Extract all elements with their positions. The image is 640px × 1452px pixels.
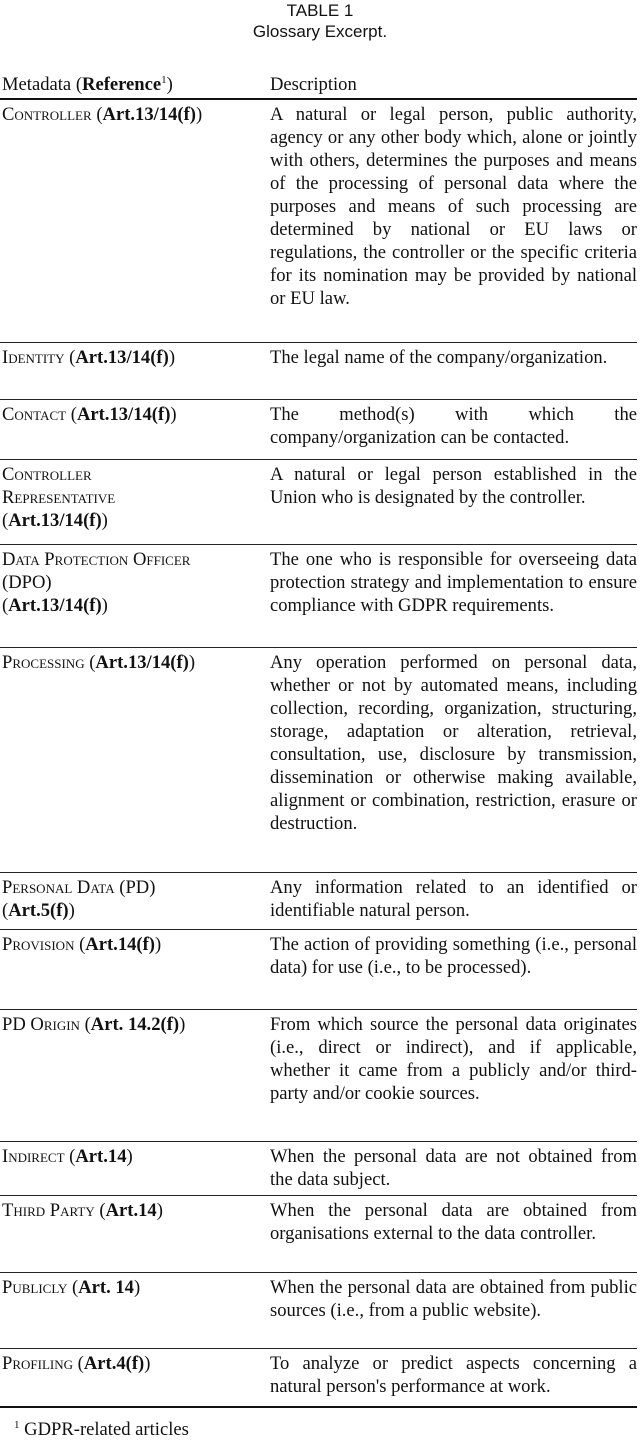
table-title: Glossary Excerpt. — [252, 22, 388, 41]
term-cell: Controller (Art.13/14(f)) — [0, 99, 270, 342]
table-header-row — [0, 73, 637, 99]
term-cell: Contact (Art.13/14(f)) — [0, 399, 270, 459]
term-name: Controller — [2, 104, 92, 125]
description-cell: A natural or legal person, public authority, agency or any other body which, alone or jointly with others, determines the purposes and means of the processing of personal data where the purposes and means of such processing are determined by national or EU laws or regulations, the controller or the specific criteria for its nomination may be provided by national or EU law. — [270, 99, 637, 342]
description-cell: From which source the personal data originates (i.e., direct or indirect), and if applicable, whether it came from a publicly and/or third-party and/or cookie sources. — [270, 1009, 637, 1141]
footnote-mark: 1 — [14, 1419, 20, 1431]
term-cell: Profiling (Art.4(f)) — [0, 1348, 270, 1407]
term-cell: Data Protection Officer (DPO) (Art.13/14(f)) — [0, 544, 270, 647]
table-row — [0, 99, 637, 342]
term-cell: Identity (Art.13/14(f)) — [0, 342, 270, 399]
glossary-table — [0, 73, 637, 1408]
term-name: Identity — [2, 346, 65, 368]
article-reference: Art.13/14(f) — [102, 104, 196, 125]
article-reference: Art.14 — [75, 1145, 127, 1167]
term-name: Processing — [2, 651, 85, 673]
term-name: Contact — [2, 403, 67, 425]
table-row — [0, 342, 637, 399]
term-name: Publicly — [2, 1276, 68, 1298]
footnote-text: GDPR-related articles — [19, 1419, 189, 1440]
article-reference: Art.14 — [105, 1199, 157, 1221]
term-name: Controller Representative — [2, 463, 116, 508]
term-cell: Third Party (Art.14) — [0, 1195, 270, 1272]
term-cell: Provision (Art.14(f)) — [0, 929, 270, 1009]
table-row — [0, 872, 637, 929]
article-reference: Art.13/14(f) — [95, 651, 189, 673]
article-reference: Art.13/14(f) — [76, 403, 171, 425]
term-cell: PD Origin (Art. 14.2(f)) — [0, 1009, 270, 1141]
table-row — [0, 1272, 637, 1348]
table-row — [0, 1195, 637, 1272]
table-caption — [0, 0, 640, 42]
table-number: TABLE 1 — [286, 1, 354, 20]
term-name: Data Protection Officer (DPO) — [2, 548, 191, 593]
term-name: Profiling — [2, 1352, 74, 1374]
description-cell: When the personal data are obtained from organisations external to the data controller. — [270, 1195, 637, 1272]
article-reference: Art. 14 — [78, 1276, 134, 1298]
article-reference: Art.4(f) — [83, 1352, 145, 1374]
table-row — [0, 929, 637, 1009]
term-name: Indirect — [2, 1145, 65, 1167]
column-header-reference: Reference — [82, 74, 162, 95]
term-cell: Indirect (Art.14) — [0, 1141, 270, 1195]
term-name: Third Party — [2, 1199, 95, 1221]
table-row — [0, 1348, 637, 1407]
column-header-metadata: Metadata (Reference$^1$) — [0, 73, 270, 99]
term-name: Personal Data (PD) — [2, 876, 156, 898]
article-reference: Art.14(f) — [85, 933, 155, 955]
table-row — [0, 459, 637, 544]
description-cell: The one who is responsible for overseeing data protection strategy and implementation to ensure compliance with GDPR requirements. — [270, 544, 637, 647]
article-reference: Art.5(f) — [8, 899, 69, 921]
article-reference: Art.13/14(f) — [75, 346, 169, 368]
table-row — [0, 1009, 637, 1141]
term-cell: Processing (Art.13/14(f)) — [0, 647, 270, 872]
footnote-marker: 1 — [161, 74, 167, 86]
article-reference: Art.13/14(f) — [8, 594, 102, 616]
table-footnote — [14, 1418, 189, 1441]
table-row — [0, 544, 637, 647]
description-cell: When the personal data are obtained from public sources (i.e., from a public website). — [270, 1272, 637, 1348]
table-row — [0, 399, 637, 459]
description-cell: When the personal data are not obtained from the data subject. — [270, 1141, 637, 1195]
description-cell: Any information related to an identified or identifiable natural person. — [270, 872, 637, 929]
article-reference: Art. 14.2(f) — [90, 1013, 180, 1035]
table-row — [0, 647, 637, 872]
term-name: PD Origin — [2, 1013, 80, 1035]
column-header-description: Description — [270, 73, 637, 99]
term-name: Provision — [2, 933, 75, 955]
term-cell: Publicly (Art. 14) — [0, 1272, 270, 1348]
description-cell: The legal name of the company/organization. — [270, 342, 637, 399]
description-cell: To analyze or predict aspects concerning a natural person's performance at work. — [270, 1348, 637, 1407]
table-row — [0, 1141, 637, 1195]
description-cell: The action of providing something (i.e., personal data) for use (i.e., to be processed). — [270, 929, 637, 1009]
term-cell: Personal Data (PD) (Art.5(f)) — [0, 872, 270, 929]
term-cell: Controller Representative (Art.13/14(f)) — [0, 459, 270, 544]
description-cell: The method(s) with which the company/organization can be contacted. — [270, 399, 637, 459]
description-cell: Any operation performed on personal data, whether or not by automated means, including collection, recording, organization, structuring, storage, adaptation or alteration, retrieval, consultation, use, disclosure by transmission, dissemination or otherwise making available, alignment or combination, restriction, erasure or destruction. — [270, 647, 637, 872]
description-cell: A natural or legal person established in the Union who is designated by the controller. — [270, 459, 637, 544]
article-reference: Art.13/14(f) — [8, 509, 102, 531]
